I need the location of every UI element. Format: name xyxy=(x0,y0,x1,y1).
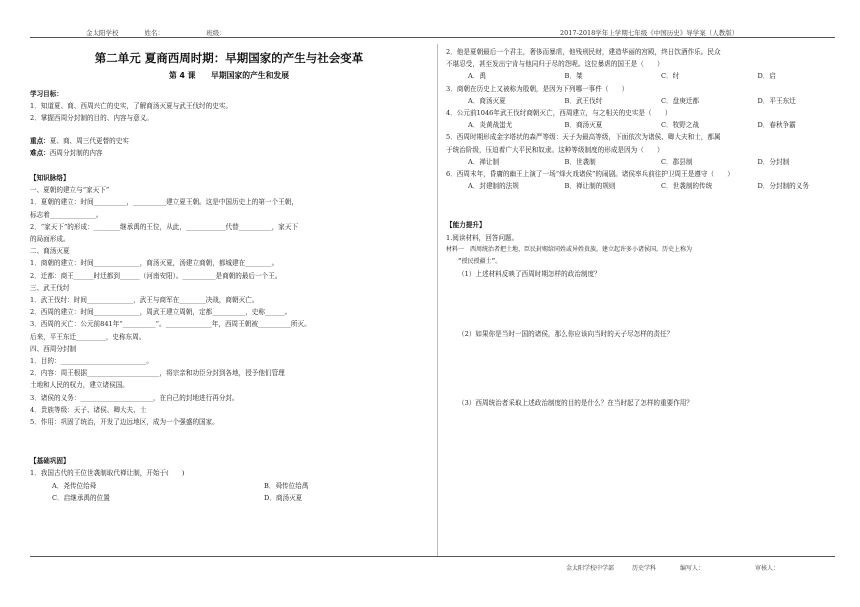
knowledge-line: 1．目的：__________________________。 xyxy=(30,357,153,366)
ability-heading: 【能力提升】 xyxy=(446,221,486,230)
option: B．禅让制的规则 xyxy=(564,182,616,191)
knowledge-line: 2．迁都：商王______时迁都到______（河南安阳）。__________是商朝的最后一个王。 xyxy=(30,271,282,280)
option: A．封建制的法规 xyxy=(468,182,519,191)
question-2: 不堪忍受，甚至发出宁肯与他同归于尽的怨呢。这位暴虐的国王是（ ） xyxy=(446,60,664,69)
knowledge-line: 四、西周分封制 xyxy=(30,344,77,353)
option: C．盘庚迁都 xyxy=(661,96,700,105)
question-1-options xyxy=(30,492,428,504)
question-5: 5．西周时期形成金字塔状的森严等级：天子为最高等级，下面依次为诸侯、卿大夫和士，都属 xyxy=(446,133,721,142)
knowledge-line: 后来，平王东迁_________，史称东周。 xyxy=(30,332,146,341)
question-5: 于统治阶级，压迫着广大平民和奴隶。这种等级制度的形成是因为（ ） xyxy=(446,145,664,154)
option: D．平王东迁 xyxy=(757,96,796,105)
goal-item: 1．知道夏、商、西周兴亡的史实，了解商汤灭夏与武王伐纣的史实。 xyxy=(30,102,233,111)
knowledge-line: 三、武王伐纣 xyxy=(30,283,70,292)
key-point: 重点：夏、商、周三代更替的史实 xyxy=(30,136,129,145)
knowledge-line: 2．“家天下”的形成：________继承禹的王位，从此，____________代替__________，家天下 xyxy=(30,222,299,231)
question-3-options xyxy=(446,95,832,107)
option: A．禅让制 xyxy=(468,157,500,166)
option: C．郡县制 xyxy=(661,157,693,166)
question-4-options xyxy=(446,119,832,131)
option: B．武王伐纣 xyxy=(564,96,603,105)
difficult-point: 难点：西周分封制的内容 xyxy=(30,148,103,157)
option: C．启继承禹的位置 xyxy=(52,493,110,502)
material-line: “授民授疆土”。 xyxy=(458,258,502,266)
question-2-options xyxy=(446,70,832,82)
knowledge-line: 1．商朝的建立：时间______________，商汤灭夏，汤建立商朝，都城建在________。 xyxy=(30,259,279,268)
option: B．舜传位给禹 xyxy=(264,481,309,490)
knowledge-line: 2．内容：周王根据______________________，将宗亲和功臣分封到各地，授予他们管理 xyxy=(30,369,285,378)
option: A．商汤灭夏 xyxy=(468,96,506,105)
option: D．启 xyxy=(757,72,776,81)
question-2: 2．他是夏朝最后一个君主，奢侈而暴虐，他残刑民财，建造华丽的宫殿，终日饮酒作乐。民众 xyxy=(446,48,721,56)
question-6-options xyxy=(446,180,832,192)
option: B．商汤灭夏 xyxy=(564,121,603,130)
ability-intro: 1.阅读材料，回答问题。 xyxy=(446,233,519,242)
right-column xyxy=(446,46,832,409)
question-1-options xyxy=(30,480,428,492)
basic-heading: 【基础巩固】 xyxy=(30,457,70,466)
option: B．桀 xyxy=(564,72,583,81)
knowledge-line: 2．西周的建立：时间______________，周武王建立周朝，定都__________，史称______。 xyxy=(30,308,292,317)
knowledge-line: 的局面形成。 xyxy=(30,235,70,244)
footer-rule xyxy=(30,556,835,557)
lesson-title: 第 4 课 早期国家的产生和发展 xyxy=(168,71,289,80)
question-3: 3．商朝在历史上又被称为殷朝，是因为下列哪一事件（ ） xyxy=(446,84,629,93)
option: A．禹 xyxy=(468,72,486,81)
knowledge-line: 二、商汤灭夏 xyxy=(30,247,70,256)
question-6: 6．西周末年，昏庸的幽王上演了一场“烽火戏诸侯”的闹剧。诸侯率兵前往护卫周王是遵守（ ） xyxy=(446,170,734,179)
option: D．春秋争霸 xyxy=(757,121,796,130)
knowledge-line: 1．武王伐纣：时间______________，武王与商军在________决战，商朝灭亡。 xyxy=(30,296,259,305)
option: C．世袭制的传统 xyxy=(661,182,713,191)
option: C．牧野之战 xyxy=(661,121,700,130)
knowledge-line: 4．贵族等级：天子、诸侯、卿大夫、士 xyxy=(30,405,147,414)
question-5-options xyxy=(446,156,832,168)
knowledge-line: 3．诸侯的义务：______________________，在自己的封地进行再分封。 xyxy=(30,393,239,402)
knowledge-line: 5．作用：巩固了统治，开发了边远地区，成为一个强盛的国家。 xyxy=(30,418,219,427)
column-divider xyxy=(437,44,438,556)
knowledge-line: 标志着______________。 xyxy=(30,210,103,219)
question-4: 4．公元前1046年武王伐纣商朝灭亡，西周建立，与之相关的史实是（ ） xyxy=(446,109,672,118)
option: A．炎黄战蚩尤 xyxy=(468,121,513,130)
material-label: 材料一 xyxy=(446,245,465,253)
material-line: 材料一 西周统治者把土地、臣民封赐给同姓或异姓贵族，建立起许多小诸侯国，历史上称为 xyxy=(446,245,693,253)
knowledge-heading: 【知识脉络】 xyxy=(30,174,70,183)
header-left: 金太阳学校 姓名： 班级： xyxy=(86,29,226,37)
option: D．分封制 xyxy=(757,157,790,166)
left-column xyxy=(30,46,428,504)
page-footer: 金太阳学校中学部 历史学科 编写人： 审核人： xyxy=(566,565,780,572)
option: B．世袭制 xyxy=(564,157,596,166)
option: D．商汤灭夏 xyxy=(264,493,303,502)
knowledge-line: 1．夏朝的建立：时间__________，__________建立夏王朝。这是中国历史上的第一个王朝， xyxy=(30,198,298,207)
header-right: 2017-2018学年上学期七年级《中国历史》导学案（人教版） xyxy=(560,29,739,37)
knowledge-line: 3．西周的灭亡：公元前841年“__________”。______________年，西周王朝被__________所灭。 xyxy=(30,320,311,329)
sub-question-1: （1）上述材料反映了西周时期怎样的政治制度？ xyxy=(458,270,601,279)
page-header xyxy=(0,0,860,40)
option: A．尧传位给舜 xyxy=(52,481,97,490)
knowledge-line: 一、夏朝的建立与“家天下” xyxy=(30,186,110,195)
option: D．分封制的义务 xyxy=(757,182,809,191)
sub-question-2: （2）如果你是当时一国的诸侯，那么你应该向当时的天子尽怎样的责任？ xyxy=(458,330,674,339)
header-rule xyxy=(30,37,835,38)
unit-title: 第二单元 夏商西周时期：早期国家的产生与社会变革 xyxy=(94,51,364,65)
option: C．纣 xyxy=(661,72,680,81)
goals-heading: 学习目标： xyxy=(30,90,63,98)
goal-item: 2．掌握西周分封制的目的、内容与意义。 xyxy=(30,114,153,123)
question-1: 1．我国古代的王位世袭制取代禅让制，开始于( ) xyxy=(30,469,185,478)
knowledge-line: 土地和人民的权力，建立诸侯国。 xyxy=(30,381,129,390)
sub-question-3: （3）西周统治者采取上述政治制度的目的是什么？在当时起了怎样的重要作用？ xyxy=(458,398,693,407)
